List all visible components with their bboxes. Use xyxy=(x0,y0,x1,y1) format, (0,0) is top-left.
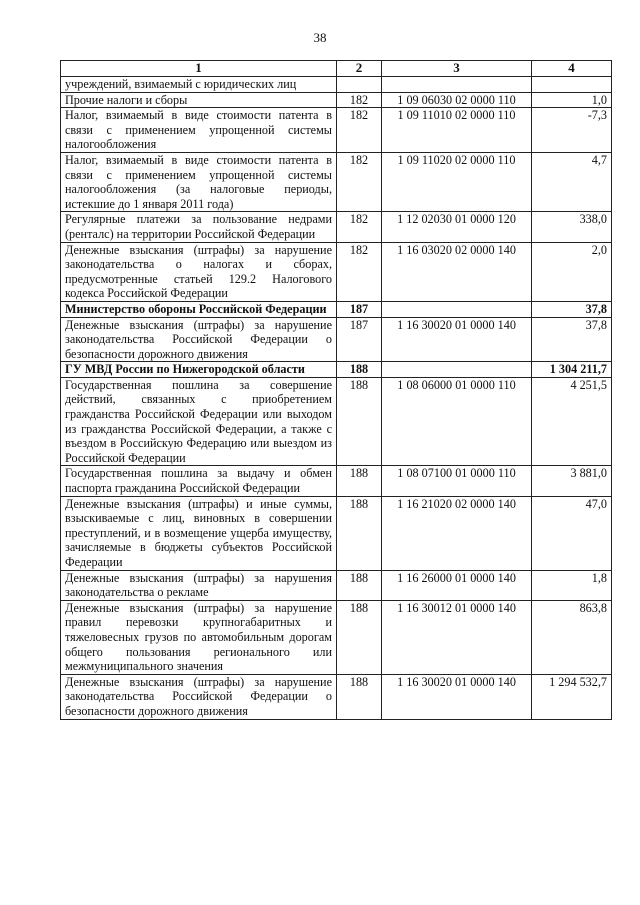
table-row xyxy=(61,466,612,496)
table-row xyxy=(61,301,612,317)
budget-classification-code-cell xyxy=(382,301,532,317)
budget-classification-code-cell: 1 16 30020 01 0000 140 xyxy=(382,674,532,719)
revenue-name-cell: ГУ МВД России по Нижегородской области xyxy=(61,362,337,378)
budget-classification-code-cell: 1 16 30020 01 0000 140 xyxy=(382,317,532,362)
administrator-code-cell: 188 xyxy=(337,466,382,496)
amount-cell: 1 304 211,7 xyxy=(532,362,612,378)
administrator-code-cell: 188 xyxy=(337,674,382,719)
administrator-code-cell: 188 xyxy=(337,496,382,570)
budget-classification-code-cell: 1 08 07100 01 0000 110 xyxy=(382,466,532,496)
amount-cell: 4 251,5 xyxy=(532,377,612,466)
amount-cell: 47,0 xyxy=(532,496,612,570)
amount-cell: 37,8 xyxy=(532,317,612,362)
budget-classification-code-cell: 1 09 06030 02 0000 110 xyxy=(382,92,532,108)
revenue-name-cell: Денежные взыскания (штрафы) за нарушение законодательства Российской Федерации о безопасности дорожного движения xyxy=(61,317,337,362)
revenue-name-cell: Денежные взыскания (штрафы) и иные суммы, взыскиваемые с лиц, виновных в совершении преступлений, и в возмещение ущерба имуществу, зачисляемые в бюджеты субъектов Российской Федерации xyxy=(61,496,337,570)
budget-classification-code-cell: 1 09 11010 02 0000 110 xyxy=(382,108,532,153)
table-row xyxy=(61,317,612,362)
revenue-name-cell: Государственная пошлина за совершение действий, связанных с приобретением гражданства Российской Федерации или выходом из гражданства Российской Федерации, а также с въездом в Российскую Федерацию или выездом из Российской Федерации xyxy=(61,377,337,466)
table-row xyxy=(61,674,612,719)
revenue-name-cell: Денежные взыскания (штрафы) за нарушение законодательства о налогах и сборах, предусмотренные статьей 129.2 Налогового кодекса Российской Федерации xyxy=(61,242,337,301)
amount-cell: 863,8 xyxy=(532,600,612,674)
administrator-code-cell: 182 xyxy=(337,242,382,301)
revenue-name-cell: Министерство обороны Российской Федерации xyxy=(61,301,337,317)
amount-cell xyxy=(532,77,612,93)
administrator-code-cell: 188 xyxy=(337,600,382,674)
column-header: 1 xyxy=(61,61,337,77)
budget-classification-code-cell: 1 16 30012 01 0000 140 xyxy=(382,600,532,674)
budget-classification-code-cell: 1 08 06000 01 0000 110 xyxy=(382,377,532,466)
administrator-code-cell: 182 xyxy=(337,212,382,242)
table-row xyxy=(61,152,612,211)
revenue-name-cell: Прочие налоги и сборы xyxy=(61,92,337,108)
administrator-code-cell: 187 xyxy=(337,301,382,317)
amount-cell: 37,8 xyxy=(532,301,612,317)
revenue-name-cell: Государственная пошлина за выдачу и обмен паспорта гражданина Российской Федерации xyxy=(61,466,337,496)
budget-classification-code-cell: 1 12 02030 01 0000 120 xyxy=(382,212,532,242)
revenue-name-cell: Налог, взимаемый в виде стоимости патента в связи с применением упрощенной системы налогообложения (за налоговые периоды, истекшие до 1 января 2011 года) xyxy=(61,152,337,211)
table-row xyxy=(61,92,612,108)
page-number: 38 xyxy=(313,30,327,45)
revenue-table xyxy=(60,60,612,720)
table-row xyxy=(61,496,612,570)
budget-classification-code-cell xyxy=(382,77,532,93)
column-header: 3 xyxy=(382,61,532,77)
amount-cell: -7,3 xyxy=(532,108,612,153)
amount-cell: 3 881,0 xyxy=(532,466,612,496)
table-body xyxy=(61,77,612,720)
administrator-code-cell: 187 xyxy=(337,317,382,362)
table-header-row xyxy=(61,61,612,77)
budget-classification-code-cell xyxy=(382,362,532,378)
table-row xyxy=(61,570,612,600)
revenue-name-cell: учреждений, взимаемый с юридических лиц xyxy=(61,77,337,93)
administrator-code-cell: 182 xyxy=(337,108,382,153)
administrator-code-cell: 182 xyxy=(337,152,382,211)
amount-cell: 338,0 xyxy=(532,212,612,242)
table-row xyxy=(61,108,612,153)
budget-classification-code-cell: 1 16 26000 01 0000 140 xyxy=(382,570,532,600)
budget-classification-code-cell: 1 16 03020 02 0000 140 xyxy=(382,242,532,301)
table-row xyxy=(61,377,612,466)
budget-classification-code-cell: 1 09 11020 02 0000 110 xyxy=(382,152,532,211)
administrator-code-cell: 188 xyxy=(337,377,382,466)
revenue-name-cell: Денежные взыскания (штрафы) за нарушения законодательства о рекламе xyxy=(61,570,337,600)
table-row xyxy=(61,600,612,674)
column-header: 4 xyxy=(532,61,612,77)
amount-cell: 1,8 xyxy=(532,570,612,600)
table-row xyxy=(61,77,612,93)
amount-cell: 2,0 xyxy=(532,242,612,301)
revenue-name-cell: Регулярные платежи за пользование недрами (ренталс) на территории Российской Федерации xyxy=(61,212,337,242)
administrator-code-cell xyxy=(337,77,382,93)
administrator-code-cell: 188 xyxy=(337,362,382,378)
column-header: 2 xyxy=(337,61,382,77)
table-row xyxy=(61,362,612,378)
amount-cell: 1 294 532,7 xyxy=(532,674,612,719)
amount-cell: 4,7 xyxy=(532,152,612,211)
table-row xyxy=(61,242,612,301)
revenue-name-cell: Денежные взыскания (штрафы) за нарушение правил перевозки крупногабаритных и тяжеловесных грузов по автомобильным дорогам общего пользования регионального или межмуниципального значения xyxy=(61,600,337,674)
amount-cell: 1,0 xyxy=(532,92,612,108)
budget-classification-code-cell: 1 16 21020 02 0000 140 xyxy=(382,496,532,570)
administrator-code-cell: 188 xyxy=(337,570,382,600)
revenue-name-cell: Денежные взыскания (штрафы) за нарушение законодательства Российской Федерации о безопасности дорожного движения xyxy=(61,674,337,719)
administrator-code-cell: 182 xyxy=(337,92,382,108)
revenue-name-cell: Налог, взимаемый в виде стоимости патента в связи с применением упрощенной системы налогообложения xyxy=(61,108,337,153)
table-row xyxy=(61,212,612,242)
